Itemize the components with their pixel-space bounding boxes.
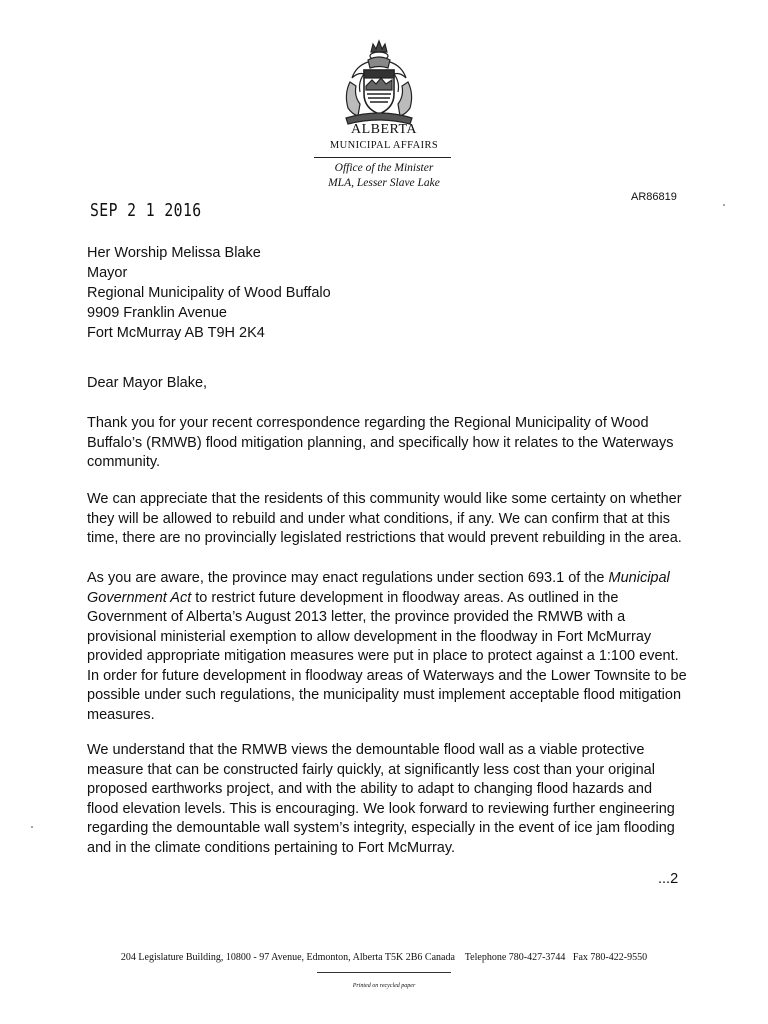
office-line-2: MLA, Lesser Slave Lake [328, 177, 440, 189]
footer-fax: Fax 780-422-9550 [572, 952, 648, 963]
letterhead-department: MUNICIPAL AFFAIRS [329, 140, 439, 151]
paragraph-3-part-1: As you are aware, the province may enact regulations under section 693.1 of the [87, 570, 609, 586]
reference-number: AR86819 [631, 191, 677, 203]
recipient-address [87, 243, 331, 343]
paragraph-3 [87, 569, 687, 725]
scan-speck [31, 826, 33, 828]
recipient-line: 9909 Franklin Avenue [87, 305, 228, 321]
paragraph-4: We understand that the RMWB views the demountable flood wall as a viable protective measure that can be constructed fairly quickly, at significantly less cost than your original proposed earthworks project, and with the ability to adapt to changing flood hazards and flood elevation levels. This is encouraging. We look forward to reviewing further engineering regarding the demountable wall system’s integrity, especially in the event of ice jam flooding and in the climate conditions pertaining to Fort McMurray. [87, 742, 675, 856]
salutation: Dear Mayor Blake, [87, 375, 208, 391]
paragraph-3-part-2: to restrict future development in floodway areas. As outlined in the Government of Alberta’s August 2013 letter, the province provided the RMWB with a provisional ministerial exemption to allow development in the floodway in Fort McMurray provided appropriate mitigation measures were put in place to protect against a 1:100 event. In order for future development in floodway areas of Waterways and the Lower Townsite to be possible under such regulations, the municipality must implement acceptable flood mitigation measures. [87, 589, 687, 723]
scan-speck [723, 204, 725, 206]
alberta-coat-of-arms-icon [338, 38, 420, 126]
date-stamp: SEP 2 1 2016 [90, 200, 202, 221]
footer-telephone: Telephone 780-427-3744 [464, 952, 566, 963]
paragraph-1: Thank you for your recent correspondence regarding the Regional Municipality of Wood Buffalo’s (RMWB) flood mitigation planning, and specifically how it relates to the Waterways community. [87, 415, 674, 470]
recipient-line: Fort McMurray AB T9H 2K4 [87, 325, 265, 341]
act-title: Municipal Government Act [87, 570, 670, 606]
letterhead-divider [314, 157, 451, 158]
page-continuation: ...2 [658, 871, 679, 887]
footer-address: 204 Legislature Building, 10800 - 97 Avenue, Edmonton, Alberta T5K 2B6 Canada [120, 952, 455, 963]
recipient-line: Regional Municipality of Wood Buffalo [87, 285, 331, 301]
recipient-line: Her Worship Melissa Blake [87, 245, 261, 261]
recycled-paper-note: Printed on recycled paper [352, 983, 416, 989]
letterhead-office [300, 161, 468, 191]
footer-contact [0, 952, 768, 963]
footer-divider [317, 972, 451, 973]
letterhead-name: ALBERTA [350, 122, 418, 137]
recipient-line: Mayor [87, 265, 128, 281]
office-line-1: Office of the Minister [334, 162, 434, 174]
paragraph-2: We can appreciate that the residents of this community would like some certainty on whether they will be allowed to rebuild and under what conditions, if any. We can confirm that at this time, there are no provincially legislated restrictions that would prevent rebuilding in the area. [87, 491, 682, 546]
